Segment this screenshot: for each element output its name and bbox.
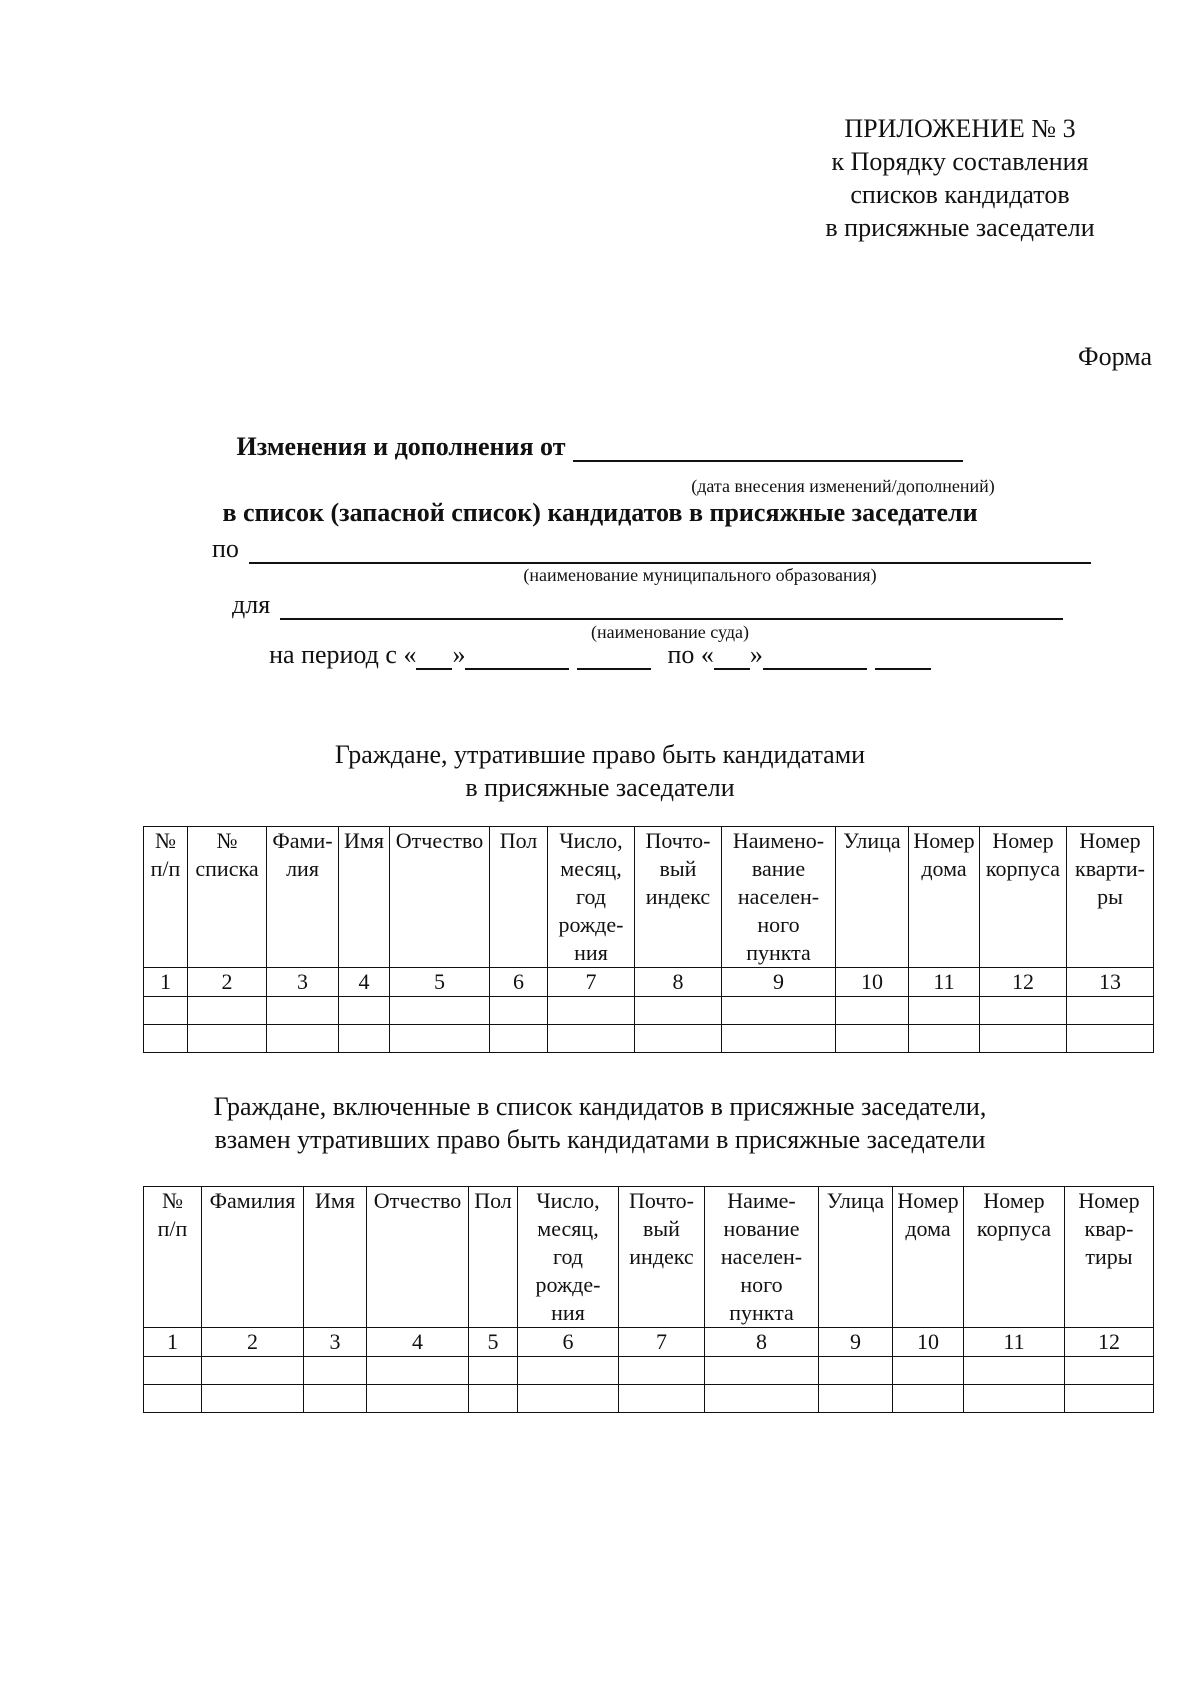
column-number: 8 bbox=[705, 1328, 819, 1357]
period-end-month-field[interactable] bbox=[763, 646, 867, 670]
table-cell[interactable] bbox=[1067, 1025, 1154, 1053]
column-number-row bbox=[144, 968, 1154, 997]
column-number: 6 bbox=[490, 968, 548, 997]
column-header: Наимено- вание населен- ного пункта bbox=[722, 827, 836, 968]
table-cell[interactable] bbox=[1065, 1357, 1154, 1385]
table-cell[interactable] bbox=[548, 997, 635, 1025]
section-1-title bbox=[0, 738, 1200, 804]
header-title-part-1: Изменения и дополнения от bbox=[236, 432, 566, 461]
table-cell[interactable] bbox=[893, 1385, 964, 1413]
column-number: 1 bbox=[144, 968, 188, 997]
period-end-quote: » bbox=[749, 640, 763, 669]
period-start-year-field[interactable] bbox=[577, 646, 651, 670]
table-cell[interactable] bbox=[619, 1385, 705, 1413]
table-cell[interactable] bbox=[390, 1025, 490, 1053]
section-2-title-line-1: Граждане, включенные в список кандидатов в присяжные заседатели, bbox=[213, 1092, 987, 1121]
column-number: 8 bbox=[635, 968, 722, 997]
table-cell[interactable] bbox=[339, 997, 390, 1025]
section-1-title-line-1: Граждане, утратившие право быть кандидатами bbox=[334, 740, 866, 769]
period-start-day-field[interactable] bbox=[416, 646, 452, 670]
column-number: 12 bbox=[1065, 1328, 1154, 1357]
included-citizens-table bbox=[143, 1186, 1154, 1413]
table-header-row bbox=[144, 827, 1154, 968]
column-header: № списка bbox=[188, 827, 267, 968]
column-header: Фамилия bbox=[202, 1187, 304, 1328]
column-header: Отчество bbox=[367, 1187, 469, 1328]
column-number: 11 bbox=[964, 1328, 1065, 1357]
section-2-title-line-2: взамен утративших право быть кандидатами в присяжные заседатели bbox=[214, 1125, 986, 1154]
table-cell[interactable] bbox=[964, 1357, 1065, 1385]
column-number: 3 bbox=[304, 1328, 367, 1357]
column-number: 1 bbox=[144, 1328, 202, 1357]
appendix-line-4: в присяжные заседатели bbox=[825, 213, 1095, 242]
municipality-field[interactable] bbox=[249, 540, 1091, 564]
municipality-hint: (наименование муниципального образования) bbox=[523, 565, 877, 585]
table-cell[interactable] bbox=[367, 1357, 469, 1385]
column-number: 4 bbox=[367, 1328, 469, 1357]
table-cell[interactable] bbox=[144, 1357, 202, 1385]
column-number: 5 bbox=[469, 1328, 518, 1357]
municipality-row bbox=[212, 534, 1091, 564]
table-row bbox=[144, 1025, 1154, 1053]
column-header: Улица bbox=[836, 827, 909, 968]
table-row bbox=[144, 997, 1154, 1025]
table-cell[interactable] bbox=[202, 1357, 304, 1385]
column-header: № п/п bbox=[144, 827, 188, 968]
dlya-label: для bbox=[232, 590, 271, 619]
column-number: 9 bbox=[819, 1328, 893, 1357]
table-cell[interactable] bbox=[518, 1385, 619, 1413]
column-number: 10 bbox=[893, 1328, 964, 1357]
table-cell[interactable] bbox=[490, 1025, 548, 1053]
column-number: 5 bbox=[390, 968, 490, 997]
period-end-day-field[interactable] bbox=[714, 646, 750, 670]
column-header: Номер квар- тиры bbox=[1065, 1187, 1154, 1328]
table-cell[interactable] bbox=[819, 1357, 893, 1385]
table-cell[interactable] bbox=[893, 1357, 964, 1385]
table-cell[interactable] bbox=[980, 997, 1067, 1025]
po-label: по bbox=[212, 534, 239, 563]
column-header: Отчество bbox=[390, 827, 490, 968]
header-title-part-2: в список (запасной список) кандидатов в присяжные заседатели bbox=[222, 498, 978, 527]
table-cell[interactable] bbox=[548, 1025, 635, 1053]
court-row bbox=[232, 590, 1063, 620]
table-cell[interactable] bbox=[635, 997, 722, 1025]
column-header: Почто- вый индекс bbox=[619, 1187, 705, 1328]
date-hint: (дата внесения изменений/дополнений) bbox=[691, 476, 995, 496]
column-number: 13 bbox=[1067, 968, 1154, 997]
appendix-line-3: списков кандидатов bbox=[850, 180, 1070, 209]
table-row bbox=[144, 1385, 1154, 1413]
column-header: Номер дома bbox=[893, 1187, 964, 1328]
table-cell[interactable] bbox=[144, 1025, 188, 1053]
table-cell[interactable] bbox=[722, 997, 836, 1025]
column-number: 9 bbox=[722, 968, 836, 997]
table-row bbox=[144, 1357, 1154, 1385]
column-number-row bbox=[144, 1328, 1154, 1357]
table-cell[interactable] bbox=[188, 997, 267, 1025]
form-label: Форма bbox=[1078, 342, 1152, 371]
table-header-row bbox=[144, 1187, 1154, 1328]
header-line-1 bbox=[0, 432, 1200, 462]
table-cell[interactable] bbox=[635, 1025, 722, 1053]
column-number: 3 bbox=[267, 968, 339, 997]
table-cell[interactable] bbox=[469, 1357, 518, 1385]
column-number: 10 bbox=[836, 968, 909, 997]
table-cell[interactable] bbox=[909, 1025, 980, 1053]
period-start-quote: » bbox=[452, 640, 466, 669]
column-number: 11 bbox=[909, 968, 980, 997]
table-cell[interactable] bbox=[819, 1385, 893, 1413]
court-hint: (наименование суда) bbox=[590, 622, 750, 642]
column-header: Число, месяц, год рожде- ния bbox=[548, 827, 635, 968]
table-cell[interactable] bbox=[304, 1357, 367, 1385]
table-cell[interactable] bbox=[518, 1357, 619, 1385]
column-number: 2 bbox=[202, 1328, 304, 1357]
table-cell[interactable] bbox=[619, 1357, 705, 1385]
column-header: Почто- вый индекс bbox=[635, 827, 722, 968]
appendix-line-2: к Порядку составления bbox=[831, 147, 1089, 176]
appendix-line-1: ПРИЛОЖЕНИЕ № 3 bbox=[844, 114, 1076, 143]
table-cell[interactable] bbox=[367, 1385, 469, 1413]
table-cell[interactable] bbox=[836, 997, 909, 1025]
column-header: Пол bbox=[469, 1187, 518, 1328]
column-header: Номер дома bbox=[909, 827, 980, 968]
table-cell[interactable] bbox=[490, 997, 548, 1025]
table-cell[interactable] bbox=[1065, 1385, 1154, 1413]
column-header: Число, месяц, год рожде- ния bbox=[518, 1187, 619, 1328]
table-cell[interactable] bbox=[722, 1025, 836, 1053]
column-number: 2 bbox=[188, 968, 267, 997]
lost-rights-table bbox=[143, 826, 1154, 1053]
column-header: Номер корпуса bbox=[980, 827, 1067, 968]
section-1-title-line-2: в присяжные заседатели bbox=[465, 773, 735, 802]
column-header: Номер корпуса bbox=[964, 1187, 1065, 1328]
period-row bbox=[0, 640, 1200, 670]
court-field[interactable] bbox=[280, 596, 1063, 620]
table-cell[interactable] bbox=[469, 1385, 518, 1413]
column-header: Пол bbox=[490, 827, 548, 968]
table-cell[interactable] bbox=[390, 997, 490, 1025]
table-cell[interactable] bbox=[836, 1025, 909, 1053]
column-header: Фами- лия bbox=[267, 827, 339, 968]
table-cell[interactable] bbox=[144, 997, 188, 1025]
table-cell[interactable] bbox=[1067, 997, 1154, 1025]
column-header: Имя bbox=[304, 1187, 367, 1328]
table-cell[interactable] bbox=[202, 1385, 304, 1413]
column-number: 7 bbox=[619, 1328, 705, 1357]
table-cell[interactable] bbox=[909, 997, 980, 1025]
column-header: Имя bbox=[339, 827, 390, 968]
appendix-block bbox=[760, 112, 1160, 244]
table-cell[interactable] bbox=[705, 1385, 819, 1413]
column-header: Улица bbox=[819, 1187, 893, 1328]
column-number: 6 bbox=[518, 1328, 619, 1357]
table-cell[interactable] bbox=[705, 1357, 819, 1385]
table-cell[interactable] bbox=[964, 1385, 1065, 1413]
table-cell[interactable] bbox=[339, 1025, 390, 1053]
period-po-label: по « bbox=[667, 640, 714, 669]
period-end-year-field[interactable] bbox=[875, 646, 931, 670]
period-prefix: на период с « bbox=[269, 640, 417, 669]
column-number: 12 bbox=[980, 968, 1067, 997]
table-cell[interactable] bbox=[980, 1025, 1067, 1053]
column-header: № п/п bbox=[144, 1187, 202, 1328]
date-field[interactable] bbox=[573, 436, 963, 462]
table-cell[interactable] bbox=[144, 1385, 202, 1413]
table-cell[interactable] bbox=[267, 1025, 339, 1053]
column-header: Номер кварти- ры bbox=[1067, 827, 1154, 968]
table-cell[interactable] bbox=[267, 997, 339, 1025]
table-cell[interactable] bbox=[304, 1385, 367, 1413]
column-number: 7 bbox=[548, 968, 635, 997]
section-2-title bbox=[0, 1090, 1200, 1156]
table-cell[interactable] bbox=[188, 1025, 267, 1053]
period-start-month-field[interactable] bbox=[465, 646, 569, 670]
column-header: Наиме- нование населен- ного пункта bbox=[705, 1187, 819, 1328]
column-number: 4 bbox=[339, 968, 390, 997]
